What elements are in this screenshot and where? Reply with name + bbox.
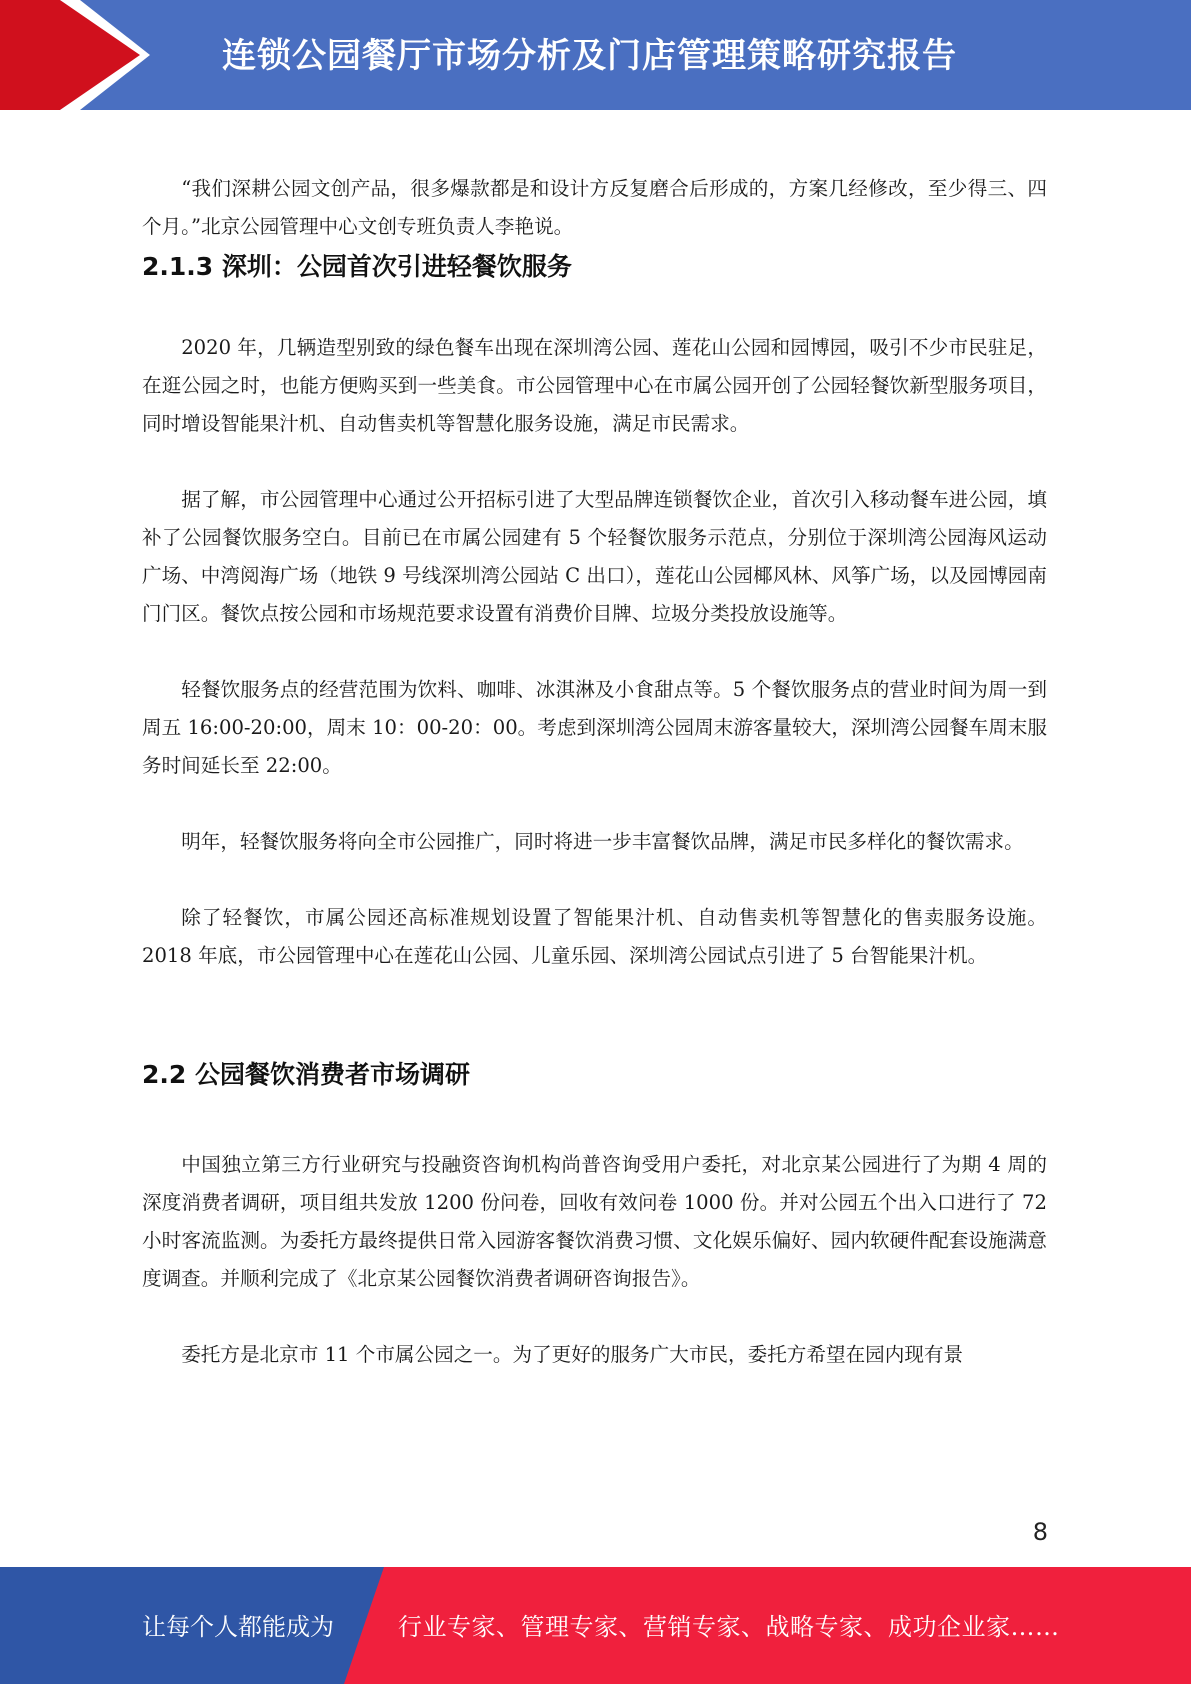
paragraph-smart-facilities: 除了轻餐饮，市属公园还高标准规划设置了智能果汁机、自动售卖机等智慧化的售卖服务设施。2018 年底，市公园管理中心在莲花山公园、儿童乐园、深圳湾公园试点引进了 5 台智能果汁机。 — [142, 906, 1047, 967]
footer-banner — [0, 1567, 1191, 1684]
paragraph-quote: “我们深耕公园文创产品，很多爆款都是和设计方反复磨合后形成的，方案几经修改，至少得三、四个月。”北京公园管理中心文创专班负责人李艳说。 — [142, 177, 1047, 238]
paragraph-2020: 2020 年，几辆造型别致的绿色餐车出现在深圳湾公园、莲花山公园和园博园，吸引不少市民驻足，在逛公园之时，也能方便购买到一些美食。市公园管理中心在市属公园开创了公园轻餐饮新型服务项目，同时增设智能果汁机、自动售卖机等智慧化服务设施，满足市民需求。 — [142, 336, 1047, 435]
footer-slogan-right: 行业专家、管理专家、营销专家、战略专家、成功企业家…… — [398, 1613, 1060, 1641]
document-body — [142, 170, 1047, 1374]
header-banner — [0, 0, 1191, 110]
paragraph-client: 委托方是北京市 11 个市属公园之一。为了更好的服务广大市民，委托方希望在园内现有景 — [181, 1343, 964, 1366]
paragraph-bidding: 据了解，市公园管理中心通过公开招标引进了大型品牌连锁餐饮企业，首次引入移动餐车进公园，填补了公园餐饮服务空白。目前已在市属公园建有 5 个轻餐饮服务示范点，分别位于深圳湾公园海风运动广场、中湾阅海广场（地铁 9 号线深圳湾公园站 C 出口），莲花山公园椰风林、风筝广场，以及园博园南门门区。餐饮点按公园和市场规范要求设置有消费价目牌、垃圾分类投放设施等。 — [142, 488, 1047, 625]
page-number: 8 — [1032, 1518, 1048, 1546]
paragraph-next-year: 明年，轻餐饮服务将向全市公园推广，同时将进一步丰富餐饮品牌，满足市民多样化的餐饮需求。 — [181, 830, 1024, 853]
paragraph-hours: 轻餐饮服务点的经营范围为饮料、咖啡、冰淇淋及小食甜点等。5 个餐饮服务点的营业时间为周一到周五 16:00-20:00，周末 10：00-20：00。考虑到深圳湾公园周末游客量较大，深圳湾公园餐车周末服务时间延长至 22:00。 — [142, 678, 1047, 777]
report-title: 连锁公园餐厅市场分析及门店管理策略研究报告 — [222, 36, 957, 76]
section-heading-2-1-3: 2.1.3 深圳：公园首次引进轻餐饮服务 — [142, 252, 572, 281]
paragraph-survey: 中国独立第三方行业研究与投融资咨询机构尚普咨询受用户委托，对北京某公园进行了为期 4 周的深度消费者调研，项目组共发放 1200 份问卷，回收有效问卷 1000 份。并对公园五个出入口进行了 72 小时客流监测。为委托方最终提供日常入园游客餐饮消费习惯、文化娱乐偏好、园内软硬件配套设施满意度调查。并顺利完成了《北京某公园餐饮消费者调研咨询报告》。 — [142, 1153, 1047, 1290]
section-heading-2-2: 2.2 公园餐饮消费者市场调研 — [142, 1060, 470, 1089]
footer-slogan-left: 让每个人都能成为 — [142, 1613, 334, 1641]
